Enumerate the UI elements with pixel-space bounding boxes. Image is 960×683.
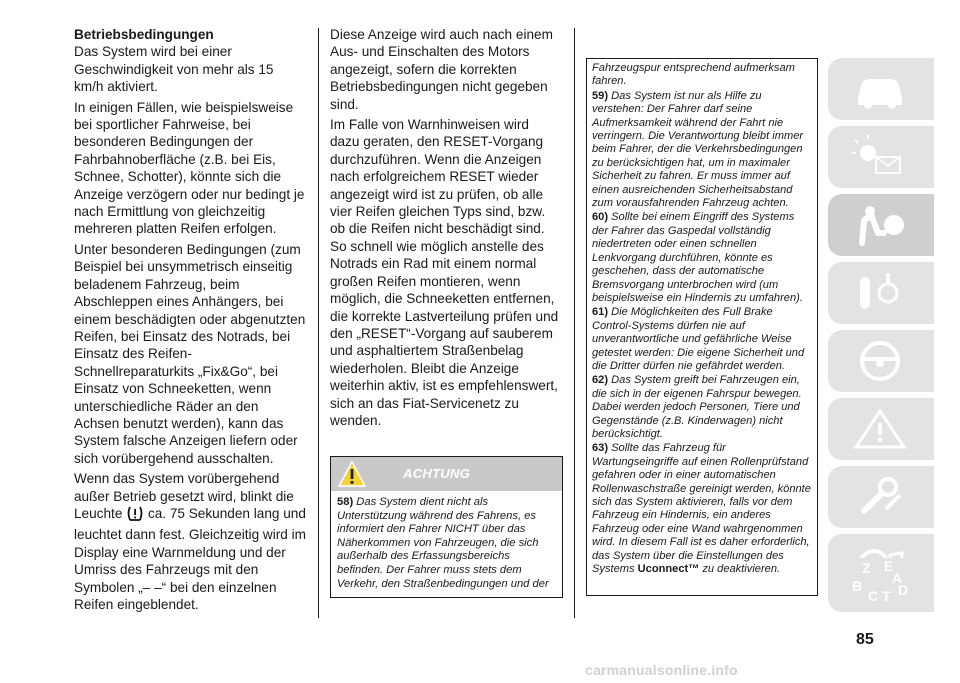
warning-header bbox=[331, 457, 562, 491]
tab-emergency[interactable] bbox=[828, 398, 934, 460]
note-text: Das System greift bei Fahrzeugen ein, die sich in der eigenen Fahrspur bewegen. Dabei werden jedoch Personen, Tiere und Gegenstände (z.B. Kinderwagen) nicht berücksichtigt. bbox=[592, 374, 802, 440]
paragraph: Das System wird bei einer Geschwindigkeit von mehr als 15 km/h aktiviert. bbox=[74, 44, 274, 95]
uconnect-label: Uconnect™ bbox=[637, 563, 700, 576]
chapter-tabs bbox=[828, 58, 934, 610]
warning-road-icon bbox=[850, 407, 910, 451]
main-text-column-2 bbox=[330, 26, 562, 432]
tab-maintenance[interactable] bbox=[828, 466, 934, 528]
paragraph: Im Falle von Warnhinweisen wird dazu geraten, den RESET-Vorgang durchzuführen. Wenn die Anzeigen nach erfolgreichem RESET wieder angezeigt wird ist zu prüfen, ob alle vier Reifen gleichen Typs sind, bzw. ob die Reifen nicht beschädigt sind. So schnell wie möglich anstelle des Notrads ein Rad mit einem normal großen Reifen montieren, wenn möglich, die Schneeketten entfernen, die korrekte Lastverteilung prüfen und den „RESET“-Vorgang auf sauberem und asphaltiertem Straßenbelag wiederholen. Bleibt die Anzeige weiterhin aktiv, ist es empfehlenswert, sich an das Fiat-Servicenetz zu wenden. bbox=[330, 117, 559, 428]
paragraph: In einigen Fällen, wie beispielsweise bei sportlicher Fahrweise, bei besonderen Bedingungen der Fahrbahnoberfläche (z.B. bei Eis, Schnee, Schotter), könnte sich die Anzeige verzögern oder nur bedingt je nach Ermittlung von gleichzeitig mehreren platten Reifen erfolgen. bbox=[74, 99, 305, 237]
paragraph: Diese Anzeige wird auch nach einem Aus- und Einschalten des Motors angezeigt, sofern die korrekten Betriebsbedingungen nicht gegeben sind. bbox=[330, 27, 553, 112]
safety-airbag-icon bbox=[850, 203, 910, 247]
paragraph: Unter besonderen Bedingungen (zum Beispiel bei unsymmetrisch einseitig beladenem Fahrzeug, beim Abschleppen eines Anhängers, bei einem beschädigten oder abgenutzten Reifen, bei Einsatz des Notrads, bei Einsatz des Reifen-Schnellreparaturkits „Fix&Go“, bei Einsatz von Schneeketten, wenn unterschiedliche Räder an den Achsen benutzt werden), kann das System falsche Anzeigen liefern oder sich vorübergehend ausschalten. bbox=[74, 241, 306, 466]
column-divider bbox=[318, 28, 319, 618]
note-text: Das System ist nur als Hilfe zu verstehen: Der Fahrer darf seine Aufmerksamkeit während der Fahrt nie verringern. Die Verantwortung bleibt immer beim Fahrer, der die Verkehrsbedingungen zu berücksichtigen hat, um in maximaler Sicherheit zu fahren. Er muss immer auf einen ausreichenden Sicherheitsabstand zum vorausfahrenden Fahrzeug achten. bbox=[592, 89, 804, 210]
index-letter: T bbox=[882, 588, 891, 604]
note-text: Die Möglichkeiten des Full Brake Control-Systems dürfen nie auf unverantwortliche und gefährliche Weise getestet werden: Die eigene Sicherheit und die Dritter dürfen nie gefährdet werden. bbox=[592, 306, 805, 372]
note-text: zu deaktivieren. bbox=[702, 563, 781, 576]
column-divider bbox=[574, 28, 575, 618]
index-letter: D bbox=[898, 582, 909, 598]
steering-wheel-icon bbox=[850, 339, 910, 383]
main-text-column-1 bbox=[74, 26, 306, 616]
note-number: 63) bbox=[592, 442, 609, 455]
index-letters-icon bbox=[828, 558, 934, 612]
index-letter: E bbox=[884, 558, 894, 574]
service-wrench-icon bbox=[850, 475, 910, 519]
note-61 bbox=[592, 306, 812, 373]
note-59 bbox=[592, 90, 812, 211]
index-letter: A bbox=[892, 570, 903, 586]
note-text: Das System dient nicht als Unterstützung während des Fahrens, es informiert den Fahrer NICHT über das Näherkommen von Fahrzeugen, die sich außerhalb des Erfassungsbereichs befinden. Der Fahrer muss stets dem Verkehr, den Straßenbedingungen und der bbox=[337, 496, 549, 590]
note-63 bbox=[592, 442, 812, 576]
warning-text bbox=[331, 491, 562, 596]
tab-dashboard[interactable] bbox=[828, 126, 934, 188]
page-number: 85 bbox=[856, 631, 874, 648]
tab-safety[interactable] bbox=[828, 194, 934, 256]
note-text: Fahrzeugspur entsprechend aufmerksam fahren. bbox=[592, 62, 795, 88]
note-text: Sollte bei einem Eingriff des Systems der Fahrer das Gaspedal vollständig niedertreten oder einen schnellen Lenkvorgang durchführen, könnte es geschehen, dass der automatische Bremsvorgang unterbrochen wird (um beispielsweise ein Hindernis zu umfahren). bbox=[592, 211, 803, 304]
tab-starting[interactable] bbox=[828, 262, 934, 324]
note-62 bbox=[592, 374, 812, 441]
note-text: Sollte das Fahrzeug für Wartungseingriffe auf einen Rollenprüfstand gefahren oder in einer automatischen Rollenwaschstraße gereinigt werden, könnte sich das System aktivieren, falls vor dem Fahrzeug ein Hindernis, ein anderes Fahrzeug oder eine Wand wahrgenommen wird. In diesem Fall ist es daher erforderlich, das System über die Einstellungen des Systems bbox=[592, 442, 811, 576]
note-number: 60) bbox=[592, 211, 609, 224]
tire-pressure-warning-icon bbox=[126, 505, 144, 526]
car-icon bbox=[850, 67, 910, 111]
section-heading: Betriebsbedingungen bbox=[74, 27, 214, 42]
dashboard-lights-icon bbox=[850, 135, 910, 179]
note-60 bbox=[592, 211, 812, 305]
note-number: 58) bbox=[337, 496, 354, 508]
index-letter: C bbox=[868, 588, 879, 604]
note-number: 59) bbox=[592, 89, 609, 102]
warning-notes-box bbox=[586, 58, 818, 596]
paragraph-part: Wenn das System vorübergehend außer Betrieb gesetzt wird, blinkt die Leuchte bbox=[74, 471, 294, 521]
index-letter: Z bbox=[862, 560, 871, 576]
warning-title: ACHTUNG bbox=[403, 466, 471, 481]
note-number: 62) bbox=[592, 374, 609, 387]
tab-index[interactable] bbox=[828, 558, 934, 612]
warning-box bbox=[330, 456, 563, 598]
warning-triangle-icon bbox=[337, 460, 367, 493]
note-number: 61) bbox=[592, 306, 609, 319]
paragraph-part: ca. 75 Sekunden lang und leuchtet dann fest. Gleichzeitig wird im Display eine Warnmeldung und der Umriss des Fahrzeugs mit den Symbolen „– –“ bei den einzelnen Reifen eingeblendet. bbox=[74, 505, 306, 612]
watermark: carmanualsonline.info bbox=[585, 662, 738, 678]
tab-driving[interactable] bbox=[828, 330, 934, 392]
tab-car[interactable] bbox=[828, 58, 934, 120]
index-letter: B bbox=[852, 578, 863, 594]
key-start-icon bbox=[850, 271, 910, 315]
paragraph bbox=[74, 470, 306, 613]
